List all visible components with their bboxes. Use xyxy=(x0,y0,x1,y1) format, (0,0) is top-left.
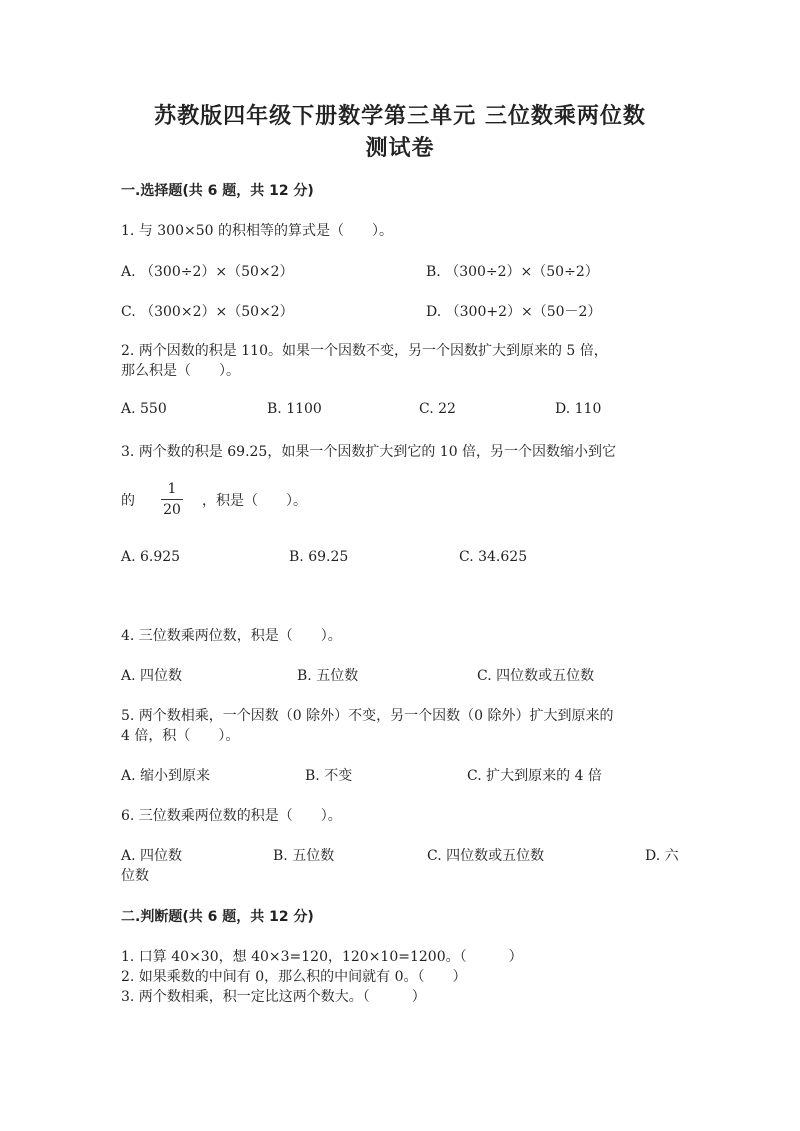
question-2-line2: 那么积是（ ）。 xyxy=(121,363,240,379)
question-3-suffix: ，积是（ ）。 xyxy=(202,493,307,509)
q6-option-d-continued: 位数 xyxy=(121,868,149,884)
q2-option-b: B. 1100 xyxy=(267,401,322,417)
section-heading-judge: 二.判断题(共 6 题，共 12 分) xyxy=(121,909,314,925)
q5-option-a: A. 缩小到原来 xyxy=(121,768,211,784)
fraction-denominator: 20 xyxy=(163,502,181,518)
fraction-one-twentieth xyxy=(161,481,183,518)
question-6: 6. 三位数乘两位数的积是（ ）。 xyxy=(121,808,342,824)
q3-option-b: B. 69.25 xyxy=(289,549,349,565)
q6-option-b: B. 五位数 xyxy=(273,848,335,864)
q5-option-b: B. 不变 xyxy=(305,768,353,784)
q1-option-a: A. （300÷2）×（50×2） xyxy=(121,264,294,280)
q6-option-d: D. 六 xyxy=(645,848,679,864)
q2-option-c: C. 22 xyxy=(419,401,456,417)
q4-option-a: A. 四位数 xyxy=(121,668,183,684)
question-4: 4. 三位数乘两位数，积是（ ）。 xyxy=(121,628,342,644)
q1-option-d: D. （300+2）×（50－2） xyxy=(426,304,602,320)
q6-option-a: A. 四位数 xyxy=(121,848,183,864)
page-title-line2: 测试卷 xyxy=(365,136,435,161)
judge-question-1: 1. 口算 40×30，想 40×3=120，120×10=1200。（ ） xyxy=(121,949,523,965)
section-heading-choice: 一.选择题(共 6 题，共 12 分) xyxy=(121,183,314,199)
page-title: 苏教版四年级下册数学第三单元 三位数乘两位数 xyxy=(154,104,646,129)
q5-option-c: C. 扩大到原来的 4 倍 xyxy=(467,768,602,784)
q6-option-c: C. 四位数或五位数 xyxy=(427,848,545,864)
question-5-line2: 4 倍，积（ ）。 xyxy=(121,728,240,744)
q1-option-c: C. （300×2）×（50×2） xyxy=(121,304,294,320)
fraction-bar xyxy=(161,499,183,500)
q1-option-b: B. （300÷2）×（50÷2） xyxy=(426,264,599,280)
q2-option-a: A. 550 xyxy=(121,401,167,417)
q3-option-c: C. 34.625 xyxy=(459,549,528,565)
question-3-prefix: 的 xyxy=(121,493,135,509)
q4-option-c: C. 四位数或五位数 xyxy=(477,668,595,684)
question-3-line1: 3. 两个数的积是 69.25，如果一个因数扩大到它的 10 倍，另一个因数缩小到它 xyxy=(121,444,617,460)
q3-option-a: A. 6.925 xyxy=(121,549,181,565)
question-5-line1: 5. 两个数相乘，一个因数（0 除外）不变，另一个因数（0 除外）扩大到原来的 xyxy=(121,708,614,724)
q4-option-b: B. 五位数 xyxy=(297,668,359,684)
judge-question-2: 2. 如果乘数的中间有 0，那么积的中间就有 0。（ ） xyxy=(121,969,467,985)
fraction-numerator: 1 xyxy=(167,481,177,497)
judge-question-3: 3. 两个数相乘，积一定比这两个数大。（ ） xyxy=(121,989,426,1005)
question-1: 1. 与 300×50 的积相等的算式是（ ）。 xyxy=(121,223,393,239)
q2-option-d: D. 110 xyxy=(555,401,602,417)
question-2-line1: 2. 两个因数的积是 110。如果一个因数不变，另一个因数扩大到原来的 5 倍， xyxy=(121,343,608,359)
